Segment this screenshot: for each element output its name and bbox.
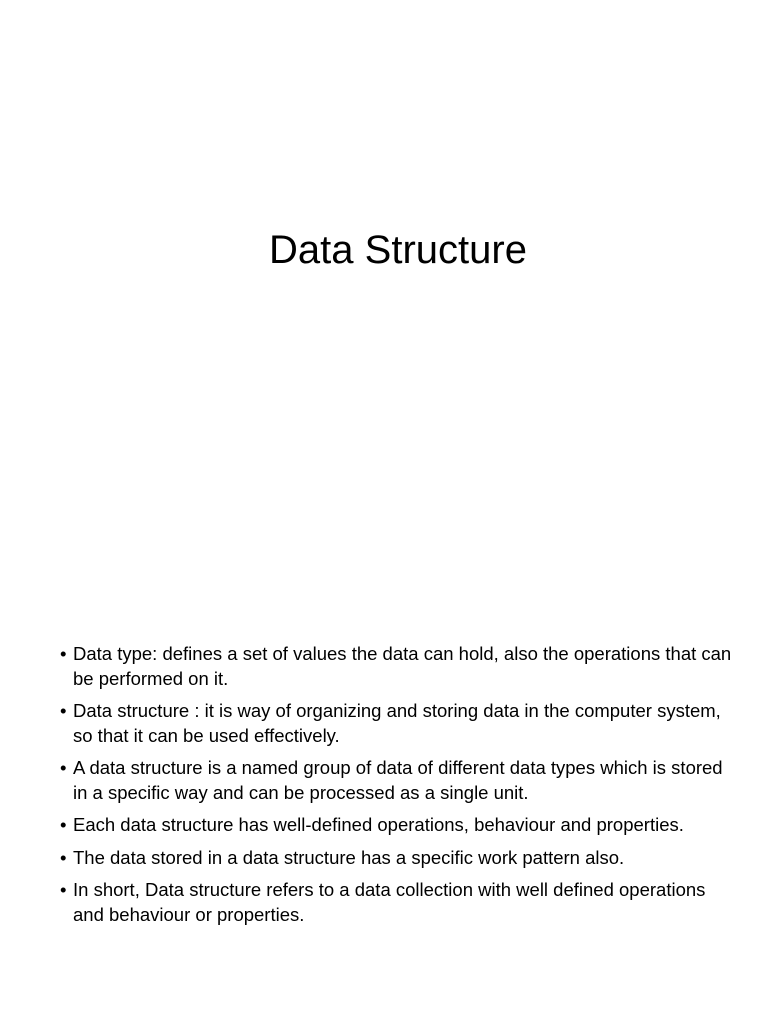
bullet-mark: • xyxy=(60,643,67,664)
bullet-item xyxy=(60,813,740,838)
bullet-mark: • xyxy=(60,879,67,900)
slide-title: Data Structure xyxy=(269,228,527,272)
bullet-item xyxy=(60,878,740,927)
bullet-mark: • xyxy=(60,700,67,721)
bullet-item xyxy=(60,846,740,871)
bullet-item xyxy=(60,756,740,805)
bullet-text: Data structure : it is way of organizing and storing data in the computer system, so that it can be used effectively. xyxy=(73,700,721,746)
bullet-text: In short, Data structure refers to a data collection with well defined operations and behaviour or properties. xyxy=(73,879,706,925)
bullet-item xyxy=(60,642,740,691)
bullet-list xyxy=(60,642,740,935)
bullet-item xyxy=(60,699,740,748)
bullet-text: A data structure is a named group of data of different data types which is stored in a specific way and can be processed as a single unit. xyxy=(73,757,723,803)
bullet-mark: • xyxy=(60,757,67,778)
bullet-mark: • xyxy=(60,846,67,868)
bullet-text: Each data structure has well-defined operations, behaviour and properties. xyxy=(73,814,684,835)
bullet-mark: • xyxy=(60,814,67,835)
bullet-text: The data stored in a data structure has a specific work pattern also. xyxy=(73,846,625,868)
bullet-text: Data type: defines a set of values the data can hold, also the operations that can be performed on it. xyxy=(73,643,732,689)
